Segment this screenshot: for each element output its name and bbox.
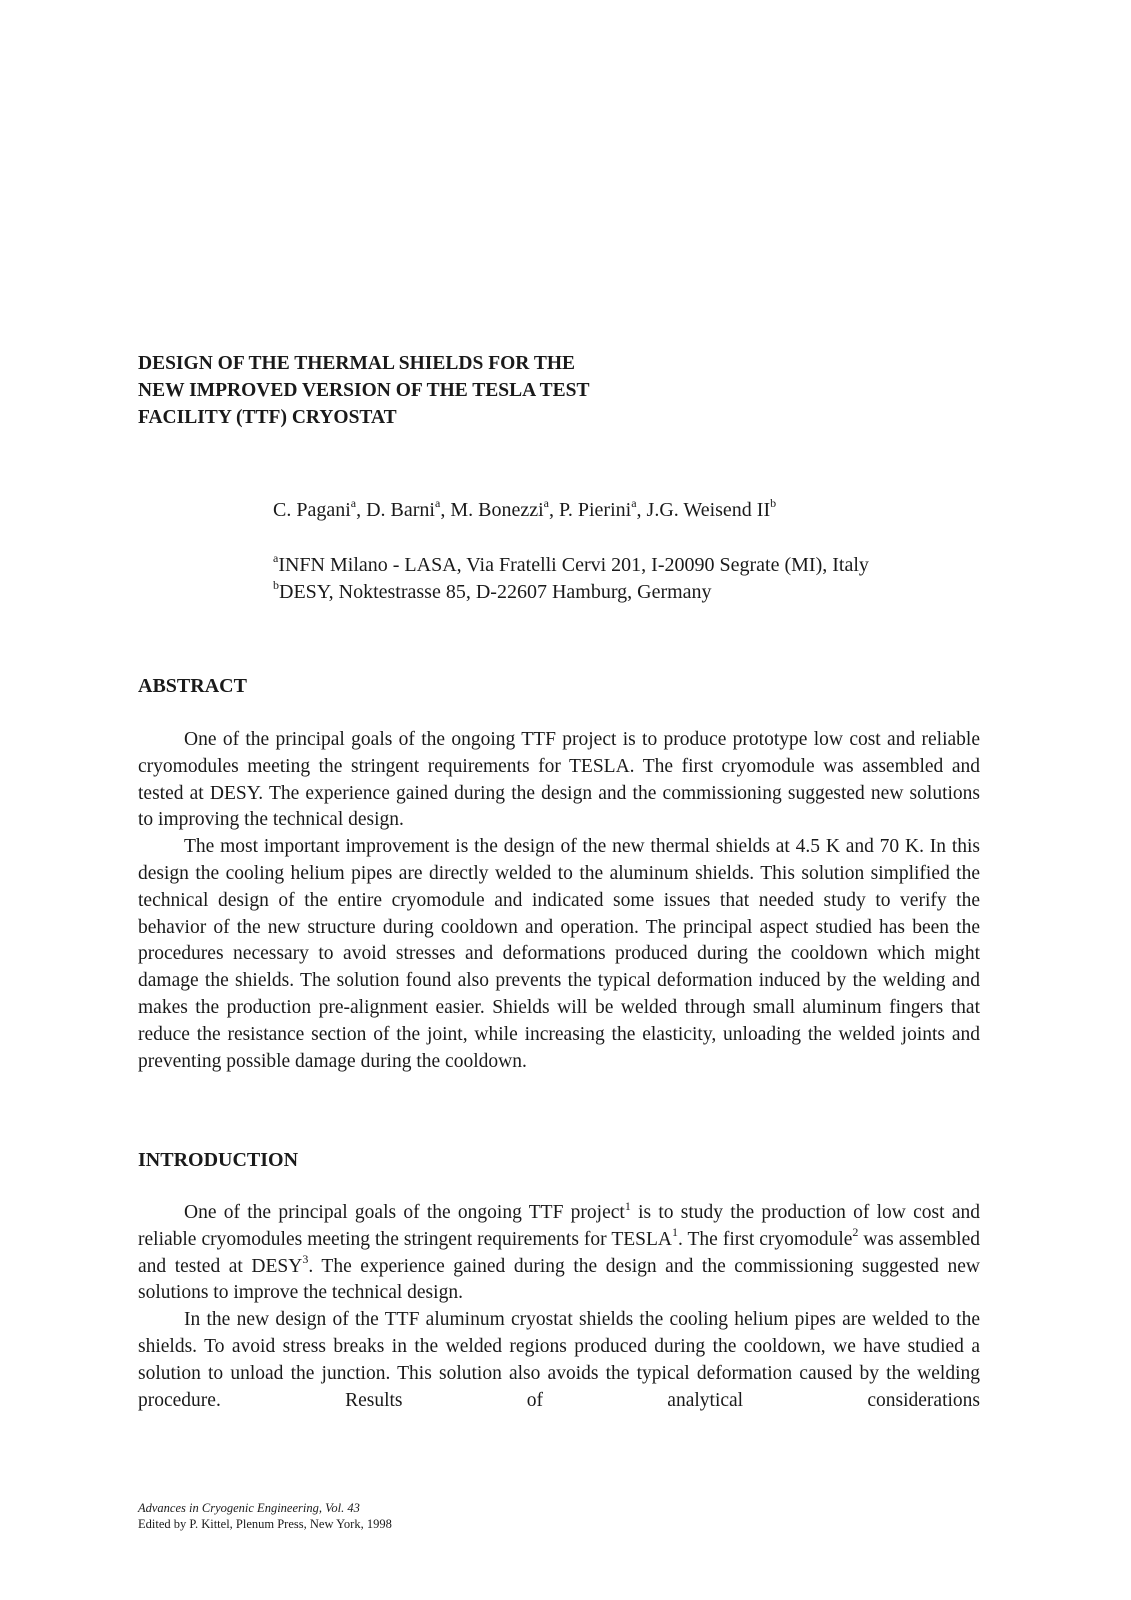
abstract-paragraph: The most important improvement is the design of the new thermal shields at 4.5 K and 70 K. In this design the cooling helium pipes are directly welded to the aluminum shields. This solution simplified the technical design of the entire cryomodule and indicated some issues that needed study to verify the behavior of the new structure during cooldown and operation. The principal aspect studied has been the procedures necessary to avoid stresses and deformations produced during the cooldown which might damage the shields. The solution found also prevents the typical deformation induced by the welding and makes the production pre-alignment easier. Shields will be welded through small aluminum fingers that reduce the resistance section of the joint, while increasing the elasticity, unloading the welded joints and preventing possible damage during the cooldown. [138, 836, 980, 1072]
editor-line: Edited by P. Kittel, Plenum Press, New York, 1998 [138, 1517, 392, 1531]
author: J.G. Weisend $II^b$ [646, 496, 777, 521]
introduction-paragraph: In the new design of the TTF aluminum cryostat shields the cooling helium pipes are welded to the shields. To avoid stress breaks in the welded regions produced during the cooldown, we have studied a solution to unload the junction. This solution also avoids the typical deformation caused by the welding procedure. Results of analytical considerations [138, 1309, 980, 1411]
author: D. Barni$^a$, [366, 496, 451, 521]
affiliation: $^b$DESY, Noktestrasse 85, D-22607 Hamburg, Germany [273, 578, 712, 603]
journal-citation: Advances in Cryogenic Engineering, Vol. 43 [138, 1501, 360, 1515]
title-line: FACILITY (TTF) CRYOSTAT [138, 407, 397, 428]
introduction-paragraph: One of the principal goals of the ongoing TTF project$^1$ is to study the production of low cost and reliable cryomodules meeting the stringent requirements for TESLA$^1$. The first cryomodule$^2$ was assembled and tested at DESY$^3$. The experience gained during the design and the commissioning suggested new solutions to improve the technical design. [138, 1198, 980, 1304]
footnote-ref: 1 [671, 1225, 678, 1240]
author-list [273, 497, 776, 523]
affiliations [273, 552, 869, 606]
title-line: NEW IMPROVED VERSION OF THE TESLA TEST [138, 380, 590, 401]
author: M. Bonezzi$^a$, [450, 496, 559, 521]
abstract-heading: ABSTRACT [138, 675, 247, 697]
abstract-body [138, 727, 980, 1075]
title-line: DESIGN OF THE THERMAL SHIELDS FOR THE [138, 353, 576, 374]
footnote-ref: 1 [624, 1198, 631, 1213]
author: C. Pagani$^a$, [273, 496, 367, 521]
footnote-ref: 2 [852, 1225, 859, 1240]
introduction-body [138, 1200, 980, 1414]
affiliation: $^a$INFN Milano - LASA, Via Fratelli Cervi 201, I-20090 Segrate (MI), Italy [273, 551, 869, 576]
author: P. Pierini$^a$, [558, 496, 647, 521]
page-footer [138, 1500, 392, 1532]
introduction-heading: INTRODUCTION [138, 1149, 299, 1171]
footnote-ref: 3 [302, 1252, 309, 1267]
paper-title [138, 350, 590, 431]
abstract-paragraph: One of the principal goals of the ongoing TTF project is to produce prototype low cost and reliable cryomodules meeting the stringent requirements for TESLA. The first cryomodule was assembled and tested at DESY. The experience gained during the design and the commissioning suggested new solutions to improving the technical design. [138, 729, 980, 831]
